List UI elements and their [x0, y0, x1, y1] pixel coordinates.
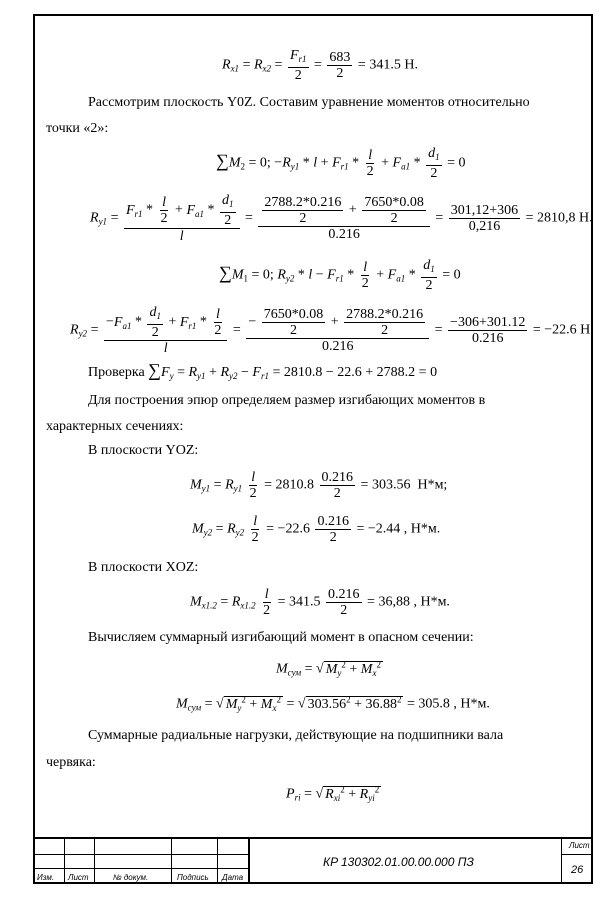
- stamp-label-date: Дата: [222, 873, 244, 882]
- formula-msum: $M_{сум}$ = √ $M_y^2 + M_x^2$ = √ $303.56^2 + 36.88^2 = 305.8$ , Н*м.: [176, 694, 490, 713]
- stamp-sheet-number: 26: [571, 864, 584, 876]
- formula-ry1: $R_{y1}$ = $F_{r1}$ * $\frac{l}{2}$ + $F_{a1}$ * $\frac{d_1}{2}$ l = $\frac{2788.2*0.216}{2}$ + $\frac{7650*0.08}{2}$ 0.216 = $\frac{301,12+306}{0,216}$ = 2810,8 Н.: [90, 193, 593, 244]
- stamp-label-doc: № докум.: [113, 873, 149, 882]
- formula-check: Проверка $\sum F_y = R_{y1} + R_{y2} - F_{r1} = 2810.8 - 22.6 + 2788.2 = 0$: [88, 360, 438, 381]
- stamp-sheet-line: [561, 854, 593, 855]
- stamp-col-line: [561, 837, 562, 884]
- paragraph-p2: Для построения эпюр определяем размер изгибающих моментов в: [88, 393, 486, 408]
- stamp-row-line: [33, 854, 248, 855]
- paragraph-p4: В плоскости XOZ:: [88, 560, 199, 575]
- stamp-doc-code: КP 130302.01.00.00.000 ПЗ: [323, 855, 474, 869]
- paragraph-p6b: червяка:: [46, 755, 96, 770]
- stamp-col-line: [248, 837, 250, 884]
- stamp-row-line: [33, 868, 248, 869]
- stamp-label-izm: Изм.: [37, 873, 55, 882]
- formula-pri: $P_{ri}$ = √ $R_{xi}^2 + R_{yi}^2$: [286, 784, 380, 803]
- stamp-label-list: Лист: [68, 873, 89, 882]
- stamp-top-line: [33, 837, 593, 839]
- paragraph-p1b: точки «2»:: [46, 121, 109, 136]
- formula-ry2: $R_{y2}$ = $-F_{a1}$ * $\frac{d_1}{2}$ + $F_{r1}$ * $\frac{l}{2}$ l = − $\frac{7650*0.08}{2}$ + $\frac{2788.2*0.216}{2}$ 0.216 = $\frac{-306+301.12}{0.216}$ = −22.6 Н.: [70, 305, 594, 356]
- formula-rx: $R_{x1} = R_{x2}$ = $\frac{F_{r1}}{2}$ = $\frac{683}{2}$ = 341.5 Н.: [222, 48, 418, 83]
- paragraph-p2b: характерных сечениях:: [46, 419, 184, 434]
- formula-my2: $M_{y2} = R_{y2}$ $\frac{l}{2}$ = −22.6 $\frac{0.216}{2}$ = −2.44 , Н*м.: [192, 514, 441, 545]
- paragraph-p5: Вычисляем суммарный изгибающий момент в опасном сечении:: [88, 630, 474, 645]
- stamp-col-line: [217, 837, 218, 884]
- title-block: [33, 837, 593, 884]
- stamp-col-line: [64, 837, 65, 884]
- stamp-sheet-label: Лист: [569, 841, 590, 850]
- formula-msum-def: $M_{сум}$ = √ $M_y^2 + M_x^2$: [276, 659, 381, 678]
- stamp-label-sign: Подпись: [177, 873, 209, 882]
- formula-my1: $M_{y1} = R_{y1}$ $\frac{l}{2}$ = 2810.8 $\frac{0.216}{2}$ = 303.56 Н*м;: [190, 470, 448, 501]
- paragraph-p6: Суммарные радиальные нагрузки, действующие на подшипники вала: [88, 728, 504, 743]
- formula-mx: $M_{x1.2} = R_{x1.2}$ $\frac{l}{2}$ = 341.5 $\frac{0.216}{2}$ = 36,88 , Н*м.: [190, 587, 450, 618]
- paragraph-p1: Рассмотрим плоскость Y0Z. Составим уравнение моментов относительно: [88, 95, 530, 110]
- stamp-col-line: [94, 837, 95, 884]
- formula-sum-m1: $\sum M_1 = 0$; $R_{y2} * l - F_{r1}$ * $\frac{l}{2}$ + $F_{a1}$ * $\frac{d_1}{2}$ = 0: [219, 258, 461, 293]
- stamp-col-line: [171, 837, 172, 884]
- paragraph-p3: В плоскости YOZ:: [88, 443, 199, 458]
- formula-sum-m2: $\sum M_2 = 0$; $-R_{y1} * l + F_{r1}$ * $\frac{l}{2}$ + $F_{a1}$ * $\frac{d_1}{2}$ = 0: [216, 146, 466, 181]
